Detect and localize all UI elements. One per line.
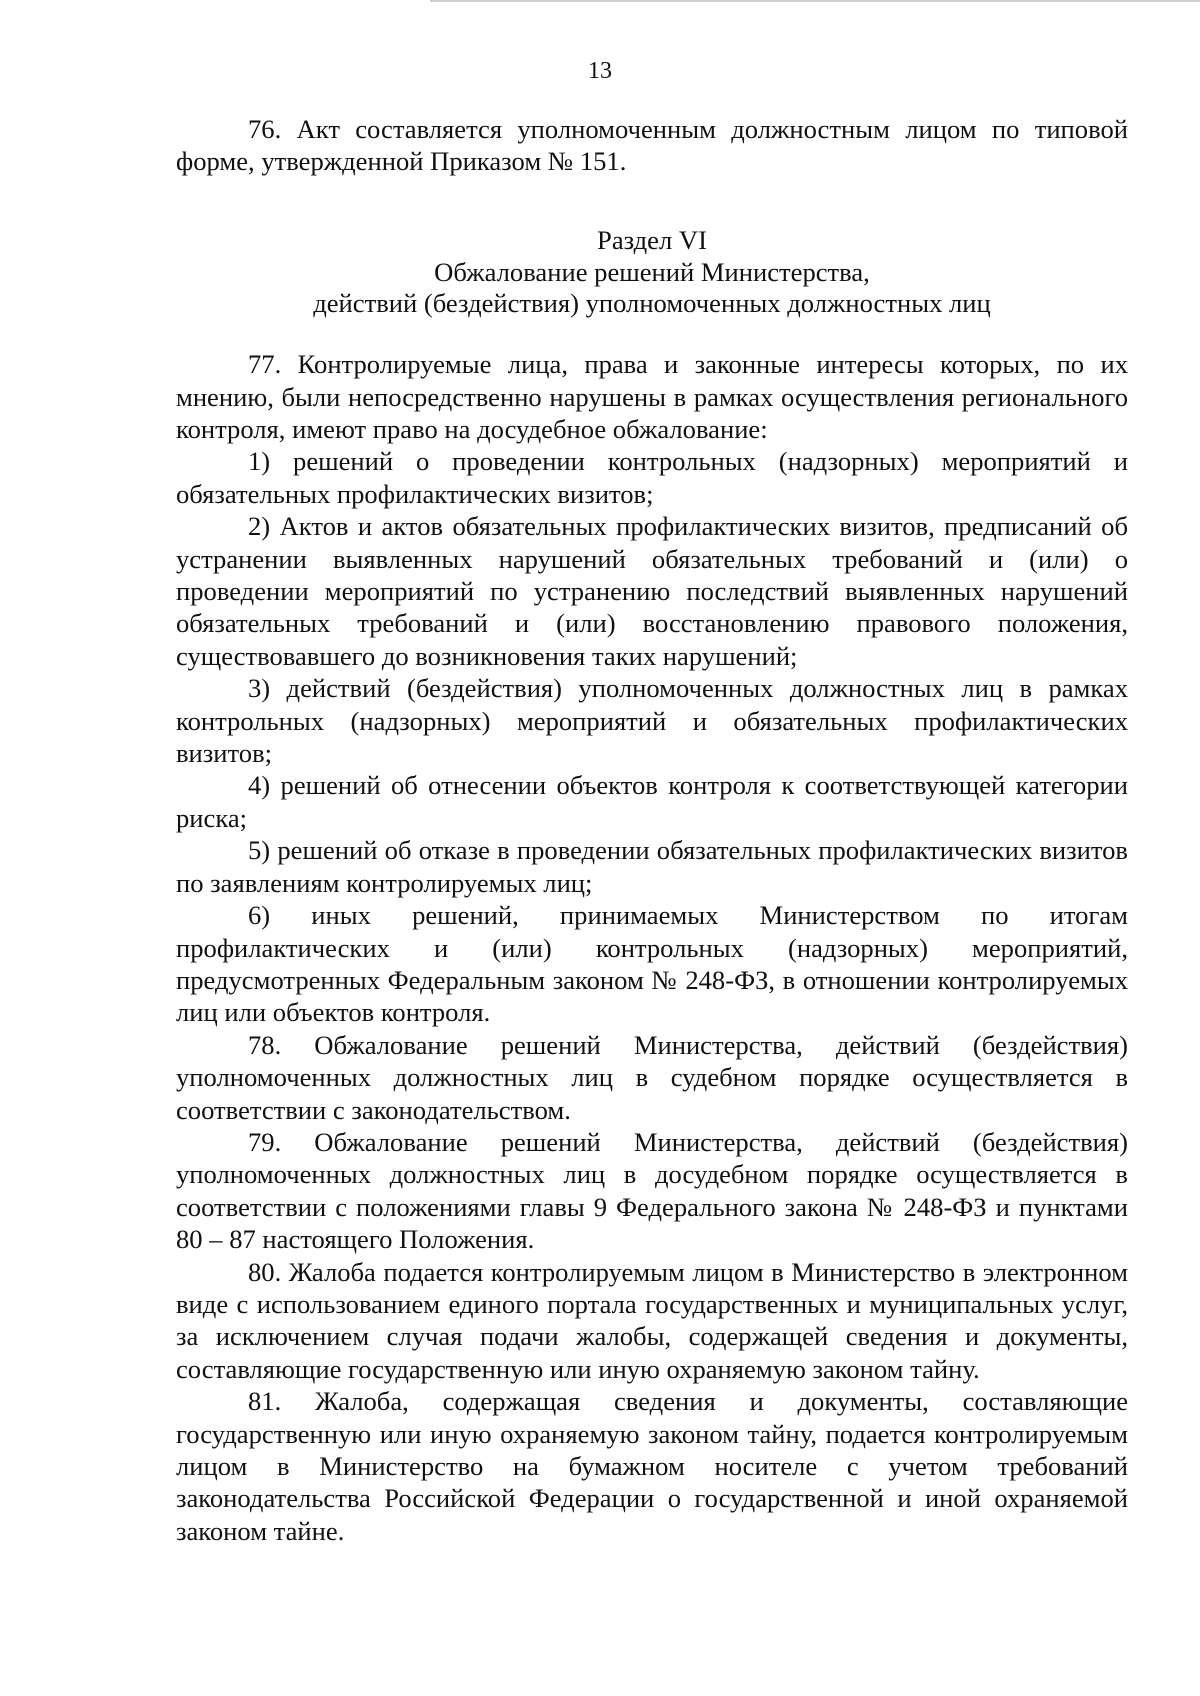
paragraph-81: 81. Жалоба, содержащая сведения и документы, составляющие государственную или иную охраняемую законом тайну, подается контролируемым лицом в Министерство на бумажном носителе с учетом требований законодательства Российской Федерации о государственной и иной охраняемой законом тайне. <box>176 1386 1128 1546</box>
list-item-2: 2) Актов и актов обязательных профилактических визитов, предписаний об устранении выявленных нарушений обязательных требований и (или) о проведении мероприятий по устранению последствий выявленных нарушений обязательных требований и (или) восстановлению правового положения, существовавшего до возникновения таких нарушений; <box>176 511 1128 671</box>
paragraph-79: 79. Обжалование решений Министерства, действий (бездействия) уполномоченных должностных лиц в досудебном порядке осуществляется в соответствии с положениями главы 9 Федерального закона № 248-ФЗ и пунктами 80 – 87 настоящего Положения. <box>176 1126 1128 1255</box>
section-heading <box>176 225 1128 320</box>
section-number: Раздел VI <box>597 224 707 255</box>
document-body <box>176 113 1128 1547</box>
list-item-1: 1) решений о проведении контрольных (надзорных) мероприятий и обязательных профилактических визитов; <box>176 446 1128 509</box>
page-number: 13 <box>588 58 612 84</box>
section-title-line-1: Обжалование решений Министерства, <box>434 256 870 287</box>
paragraph-76: 76. Акт составляется уполномоченным должностным лицом по типовой форме, утвержденной Приказом № 151. <box>176 114 1128 177</box>
paragraph-80: 80. Жалоба подается контролируемым лицом в Министерство в электронном виде с использованием единого портала государственных и муниципальных услуг, за исключением случая подачи жалобы, содержащей сведения и документы, составляющие государственную или иную охраняемую законом тайну. <box>176 1256 1128 1384</box>
section-title-line-2: действий (бездействия) уполномоченных должностных лиц <box>313 288 991 319</box>
scan-edge-line <box>430 0 1200 2</box>
list-item-3: 3) действий (бездействия) уполномоченных должностных лиц в рамках контрольных (надзорных) мероприятий и обязательных профилактических визитов; <box>176 673 1128 769</box>
section-paragraphs <box>176 348 1128 1547</box>
paragraph-78: 78. Обжалование решений Министерства, действий (бездействия) уполномоченных должностных лиц в судебном порядке осуществляется в соответствии с законодательством. <box>176 1029 1128 1125</box>
list-item-5: 5) решений об отказе в проведении обязательных профилактических визитов по заявлениям контролируемых лиц; <box>176 835 1128 898</box>
list-item-4: 4) решений об отнесении объектов контроля к соответствующей категории риска; <box>176 770 1128 833</box>
paragraph-77: 77. Контролируемые лица, права и законные интересы которых, по их мнению, были непосредственно нарушены в рамках осуществления регионального контроля, имеют право на досудебное обжалование: <box>176 349 1128 445</box>
list-item-6: 6) иных решений, принимаемых Министерством по итогам профилактических и (или) контрольных (надзорных) мероприятий, предусмотренных Федеральным законом № 248-ФЗ, в отношении контролируемых лиц или объектов контроля. <box>176 900 1128 1028</box>
